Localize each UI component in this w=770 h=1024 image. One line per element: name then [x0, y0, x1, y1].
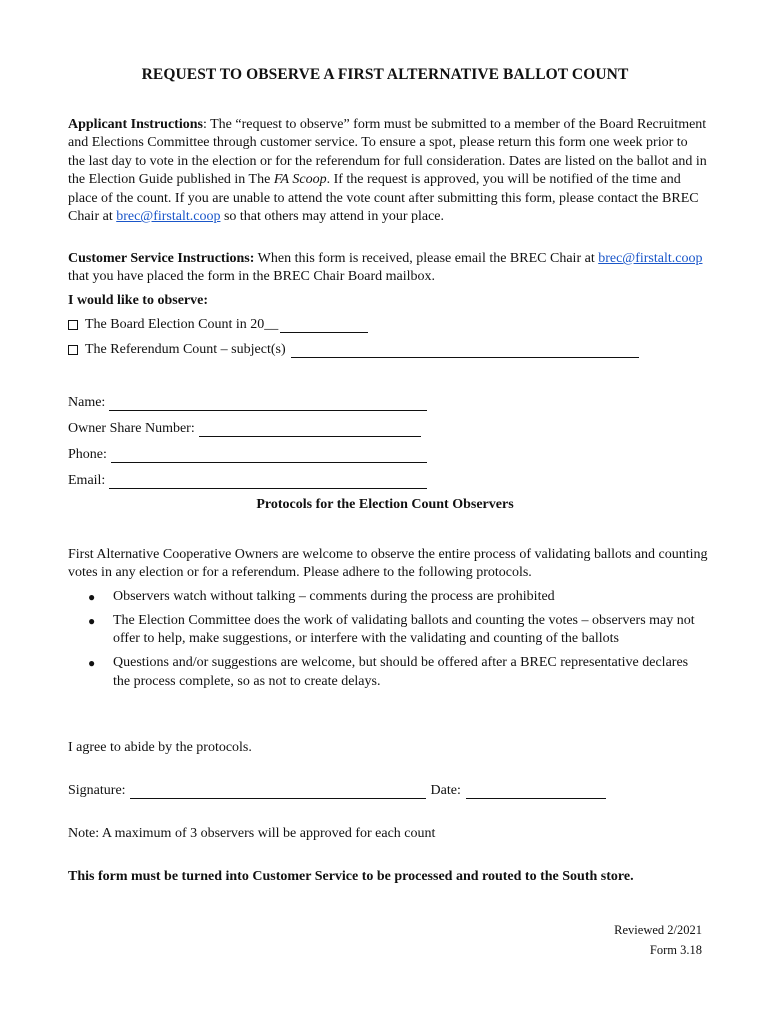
owner-share-field[interactable] [68, 421, 421, 437]
observe-heading: I would like to observe: [68, 293, 208, 308]
option-referendum[interactable] [68, 342, 639, 358]
observer-limit-note: Note: A maximum of 3 observers will be approved for each count [68, 826, 436, 841]
referendum-subject-line[interactable] [291, 343, 639, 358]
protocol-item-text: Questions and/or suggestions are welcome, but should be offered after a BREC representative declares the process complete, so as not to create delays. [113, 655, 689, 689]
brec-email-link[interactable]: brec@firstalt.coop [116, 209, 221, 225]
brec-email-link-2[interactable]: brec@firstalt.coop [598, 251, 703, 266]
date-label: Date: [430, 783, 461, 798]
bullet-icon: ● [88, 590, 96, 604]
option-board-election[interactable] [68, 317, 368, 333]
protocol-item-text: Observers watch without talking – comments during the process are prohibited [113, 589, 555, 604]
applicant-text-3: so that others may attend in your place. [220, 209, 445, 225]
applicant-text-2: . If the request is approved, you will be notified of the time and place of the count. If you are unable to attend the vote count after submitting this form, please contact the BREC Chair at [68, 172, 699, 225]
referendum-label: The Referendum Count – subject(s) [85, 342, 286, 357]
customer-service-label: Customer Service Instructions: [68, 251, 255, 266]
protocol-item [68, 654, 708, 691]
owner-share-line[interactable] [199, 422, 421, 437]
bullet-icon: ● [88, 613, 96, 628]
protocol-item-text: The Election Committee does the work of validating ballots and counting the votes – observers may not offer to help, make suggestions, or interfere with the validating and counting of the ballots [113, 612, 695, 647]
phone-line[interactable] [111, 448, 427, 463]
publication-name: FA Scoop [273, 172, 327, 188]
signature-line[interactable] [130, 784, 426, 799]
protocol-item [68, 588, 708, 606]
referendum-checkbox[interactable] [68, 345, 78, 355]
applicant-instructions [68, 116, 708, 226]
email-field[interactable] [68, 473, 427, 489]
applicant-instructions-label: Applicant Instructions [68, 117, 203, 132]
protocols-intro: First Alternative Cooperative Owners are welcome to observe the entire process of validating ballots and counting votes in any election or for a referendum. Please adhere to the following protocols. [68, 547, 708, 581]
year-blank-line[interactable] [280, 318, 368, 333]
customer-service-text-1: When this form is received, please email the BREC Chair at [254, 251, 599, 266]
form-number: Form 3.18 [649, 943, 702, 957]
agree-statement: I agree to abide by the protocols. [68, 740, 252, 755]
phone-field[interactable] [68, 447, 427, 463]
board-election-checkbox[interactable] [68, 320, 78, 330]
name-field[interactable] [68, 395, 427, 411]
customer-service-text-2: that you have placed the form in the BREC Chair Board mailbox. [68, 269, 436, 285]
name-line[interactable] [109, 396, 427, 411]
reviewed-date: Reviewed 2/2021 [614, 923, 702, 937]
customer-service-instructions [68, 250, 708, 287]
phone-label: Phone: [68, 447, 107, 462]
signature-row[interactable] [68, 783, 606, 799]
signature-label: Signature: [68, 783, 126, 798]
date-line[interactable] [466, 784, 606, 799]
protocols-list [68, 588, 708, 697]
protocols-title: Protocols for the Election Count Observers [256, 497, 514, 512]
form-title: REQUEST TO OBSERVE A FIRST ALTERNATIVE BALLOT COUNT [141, 66, 629, 83]
bullet-icon: ● [88, 656, 96, 671]
name-label: Name: [68, 395, 106, 410]
turn-in-instruction: This form must be turned into Customer Service to be processed and routed to the South store. [68, 869, 634, 884]
board-election-label: The Board Election Count in 20__ [85, 317, 279, 332]
email-line[interactable] [109, 474, 427, 489]
protocol-item [68, 612, 708, 649]
owner-share-label: Owner Share Number: [68, 421, 195, 436]
applicant-text-1: : The “request to observe” form must be submitted to a member of the Board Recruitment and Elections Committee through customer service. To ensure a spot, please return this form one week prior to the last day to vote in the election or for the referendum for full consideration. Dates are listed on the ballot and in the Election Guide published in The [68, 117, 707, 188]
email-label: Email: [68, 473, 106, 488]
